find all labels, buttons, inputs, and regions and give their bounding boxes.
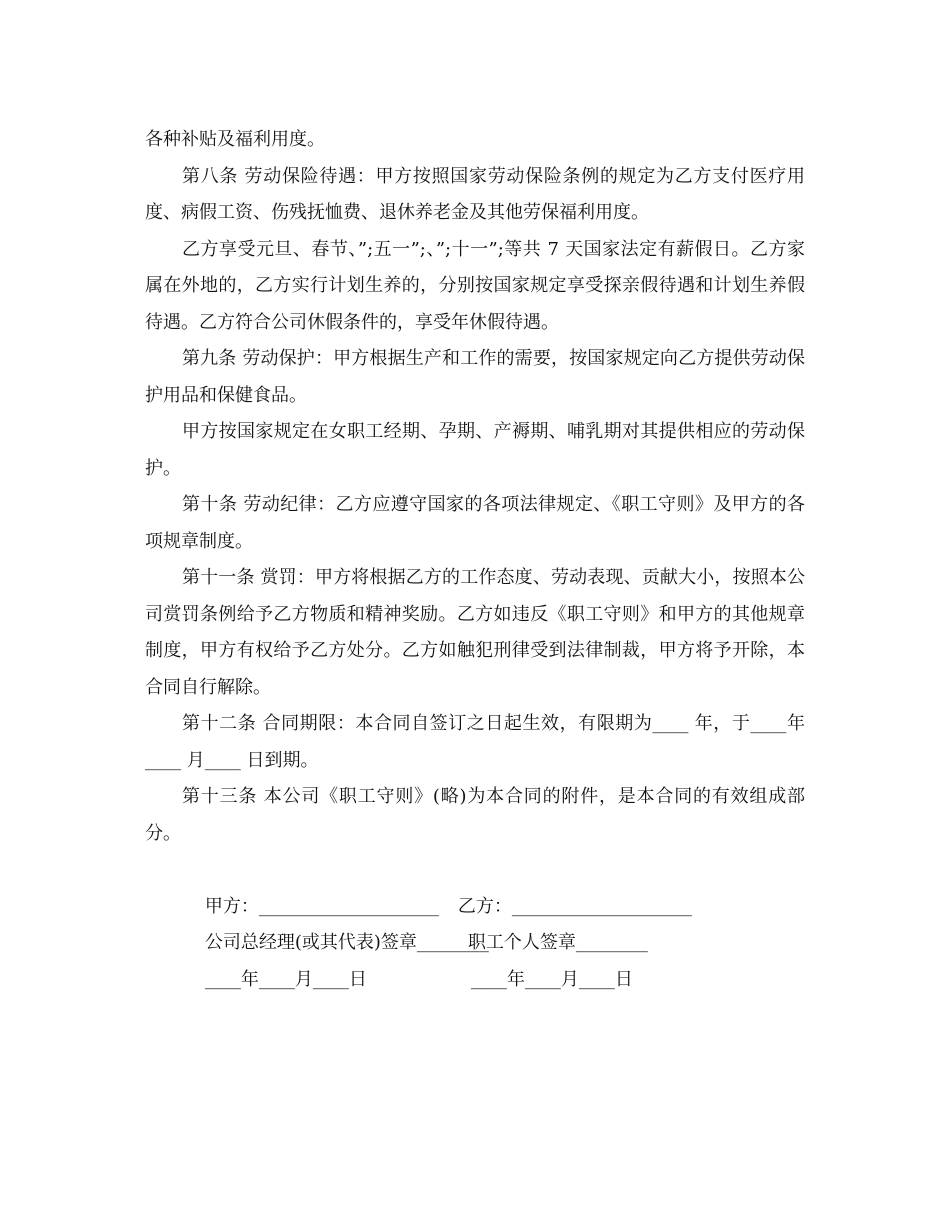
paragraph-article-9: 第九条 劳动保护：甲方根据生产和工作的需要，按国家规定向乙方提供劳动保护用品和保健食品。 [145, 348, 805, 406]
contract-page [145, 122, 805, 990]
paragraph-holidays: 乙方享受元旦、春节、”;五一”;、”;十一”;等共 7 天国家法定有薪假日。乙方家属在外地的，乙方实行计划生养的，分别按国家规定享受探亲假待遇和计划生养假待遇。乙方符合公司休假条件的，享受年休假待遇。 [145, 238, 805, 333]
paragraph-article-10: 第十条 劳动纪律：乙方应遵守国家的各项法律规定、《职工守则》及甲方的各项规章制度。 [145, 494, 805, 552]
date-a-field: ____年____月____日 [204, 968, 367, 990]
signature-parties-row [145, 852, 805, 917]
paragraph-benefits-end: 各种补贴及福利用度。 [145, 129, 325, 150]
paragraph-female-protection: 甲方按国家规定在女职工经期、孕期、产褥期、哺乳期对其提供相应的劳动保护。 [145, 421, 805, 479]
party-a-field: 甲方：____________________ [204, 895, 439, 917]
paragraph-article-13: 第十三条 本公司《职工守则》(略)为本合同的附件，是本合同的有效组成部分。 [145, 786, 805, 844]
paragraph-article-11: 第十一条 赏罚：甲方将根据乙方的工作态度、劳动表现、贡献大小，按照本公司赏罚条例给予乙方物质和精神奖励。乙方如违反《职工守则》和甲方的其他规章制度，甲方有权给予乙方处分。乙方如触犯刑律受到法律制裁，甲方将予开除，本合同自行解除。 [145, 567, 805, 698]
paragraph-article-8: 第八条 劳动保险待遇：甲方按照国家劳动保险条例的规定为乙方支付医疗用度、病假工资、伤残抚恤费、退休养老金及其他劳保福利用度。 [145, 165, 805, 223]
employee-sign-field: 职工个人签章________ [467, 932, 648, 953]
paragraph-article-12: 第十二条 合同期限：本合同自签订之日起生效，有限期为____ 年，于____年____ 月____ 日到期。 [145, 713, 805, 771]
date-b-field: ____年____月____日 [470, 968, 633, 990]
party-b-field: 乙方：____________________ [457, 895, 692, 917]
manager-sign-field: 公司总经理(或其代表)签章________ [204, 932, 489, 953]
